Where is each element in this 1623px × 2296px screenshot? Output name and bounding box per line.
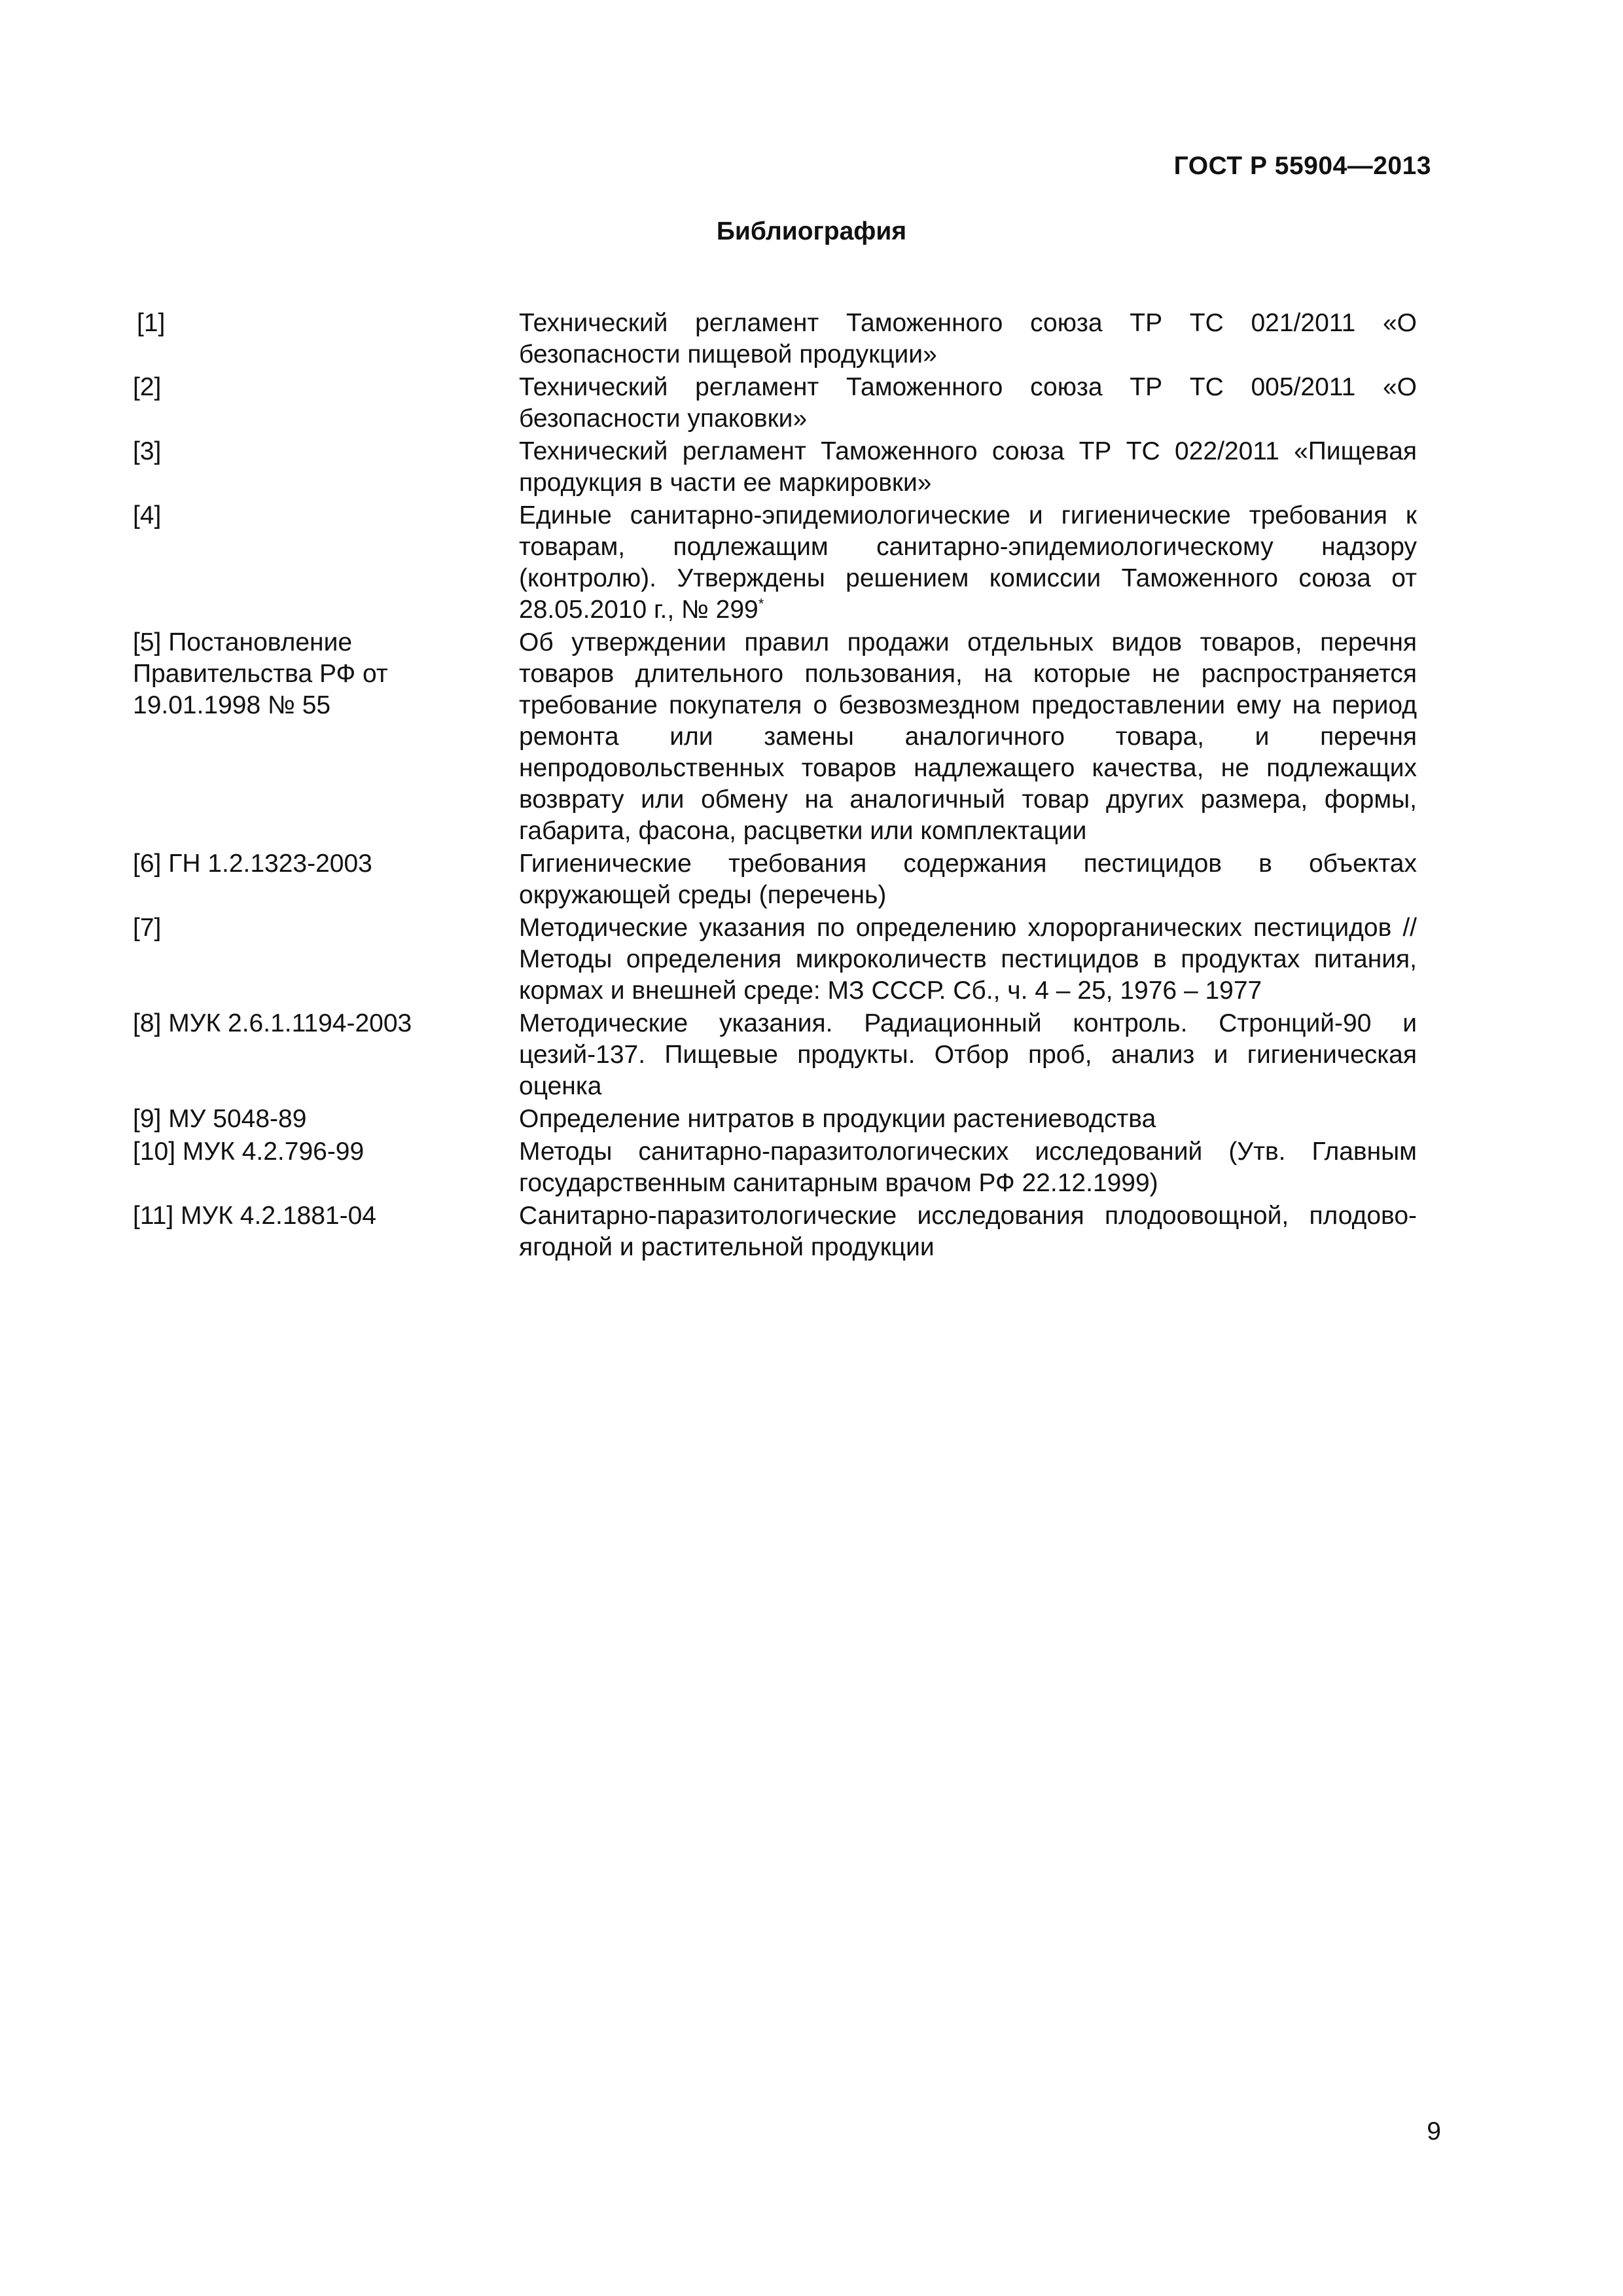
bibliography-entry-3 — [133, 436, 1417, 499]
entry-description: Методические указания по определению хлорорганических пестицидов // Методы определения микроколичеств пестицидов в продуктах питания, кормах и внешней среде: МЗ СССР. Сб., ч. 4 – 25, 1976 – 1977 — [519, 914, 1417, 1005]
entry-reference: [4] — [133, 501, 162, 529]
page-title: Библиография — [716, 217, 907, 245]
entry-reference: [6] ГН 1.2.1323-2003 — [133, 850, 372, 878]
entry-description: Санитарно-паразитологические исследования плодоовощной, плодово-ягодной и растительной продукции — [519, 1202, 1417, 1261]
entry-reference: [8] МУК 2.6.1.1194-2003 — [133, 1009, 412, 1037]
bibliography-entry-5 — [133, 627, 1417, 847]
entry-reference: [10] МУК 4.2.796-99 — [133, 1138, 365, 1166]
bibliography-list — [133, 308, 1417, 1265]
entry-description: Гигиенические требования содержания пестицидов в объектах окружающей среды (перечень) — [519, 850, 1417, 909]
bibliography-entry-9 — [133, 1103, 1417, 1135]
entry-description: Технический регламент Таможенного союза ТР ТС 005/2011 «О безопасности упаковки» — [519, 373, 1417, 433]
entry-description: Методические указания. Радиационный контроль. Стронций-90 и цезий-137. Пищевые продукты. Отбор проб, анализ и гигиеническая оценка — [519, 1009, 1417, 1100]
entry-reference: [9] МУ 5048-89 — [133, 1105, 307, 1133]
bibliography-entry-7 — [133, 912, 1417, 1007]
bibliography-entry-4 — [133, 500, 1417, 626]
entry-reference: [5] Постановление Правительства РФ от 19.01.1998 № 55 — [133, 628, 388, 719]
entry-reference: [7] — [133, 914, 162, 942]
bibliography-entry-11 — [133, 1200, 1417, 1263]
entry-description: Технический регламент Таможенного союза ТР ТС 022/2011 «Пищевая продукция в части ее маркировки» — [519, 437, 1417, 497]
bibliography-entry-6 — [133, 848, 1417, 911]
entry-reference: [1] — [137, 309, 166, 337]
bibliography-entry-1 — [133, 308, 1417, 370]
entry-description: Определение нитратов в продукции растениеводства — [519, 1105, 1156, 1133]
entry-description: Методы санитарно-паразитологических исследований (Утв. Главным государственным санитарным врачом РФ 22.12.1999) — [519, 1138, 1417, 1197]
footnote-mark: * — [758, 596, 764, 612]
entry-description: Технический регламент Таможенного союза ТР ТС 021/2011 «О безопасности пищевой продукции» — [519, 309, 1417, 368]
entry-reference: [3] — [133, 437, 162, 465]
entry-reference: [2] — [133, 373, 162, 401]
bibliography-entry-8 — [133, 1008, 1417, 1102]
entry-description: Об утверждении правил продажи отдельных видов товаров, перечня товаров длительного пользования, на которые не распространяется требование покупателя о безвозмездном предоставлении ему на период ремонта или замены аналогичного товара, и перечня непродовольственных товаров надлежащего качества, не подлежащих возврату или обмену на аналогичный товар других размера, формы, габарита, фасона, расцветки или комплектации — [519, 628, 1417, 845]
entry-reference: [11] МУК 4.2.1881-04 — [133, 1202, 376, 1230]
bibliography-entry-10 — [133, 1136, 1417, 1199]
page-number: 9 — [1427, 2117, 1441, 2145]
document-code: ГОСТ Р 55904—2013 — [1173, 152, 1431, 180]
bibliography-entry-2 — [133, 372, 1417, 435]
entry-description-text: Единые санитарно-эпидемиологические и гигиенические требования к товарам, подлежащим санитарно-эпидемиологическому надзору (контролю). Утверждены решением комиссии Таможенного союза от 28.05.2010 г., № 299 — [519, 501, 1417, 624]
entry-description — [519, 500, 1417, 626]
